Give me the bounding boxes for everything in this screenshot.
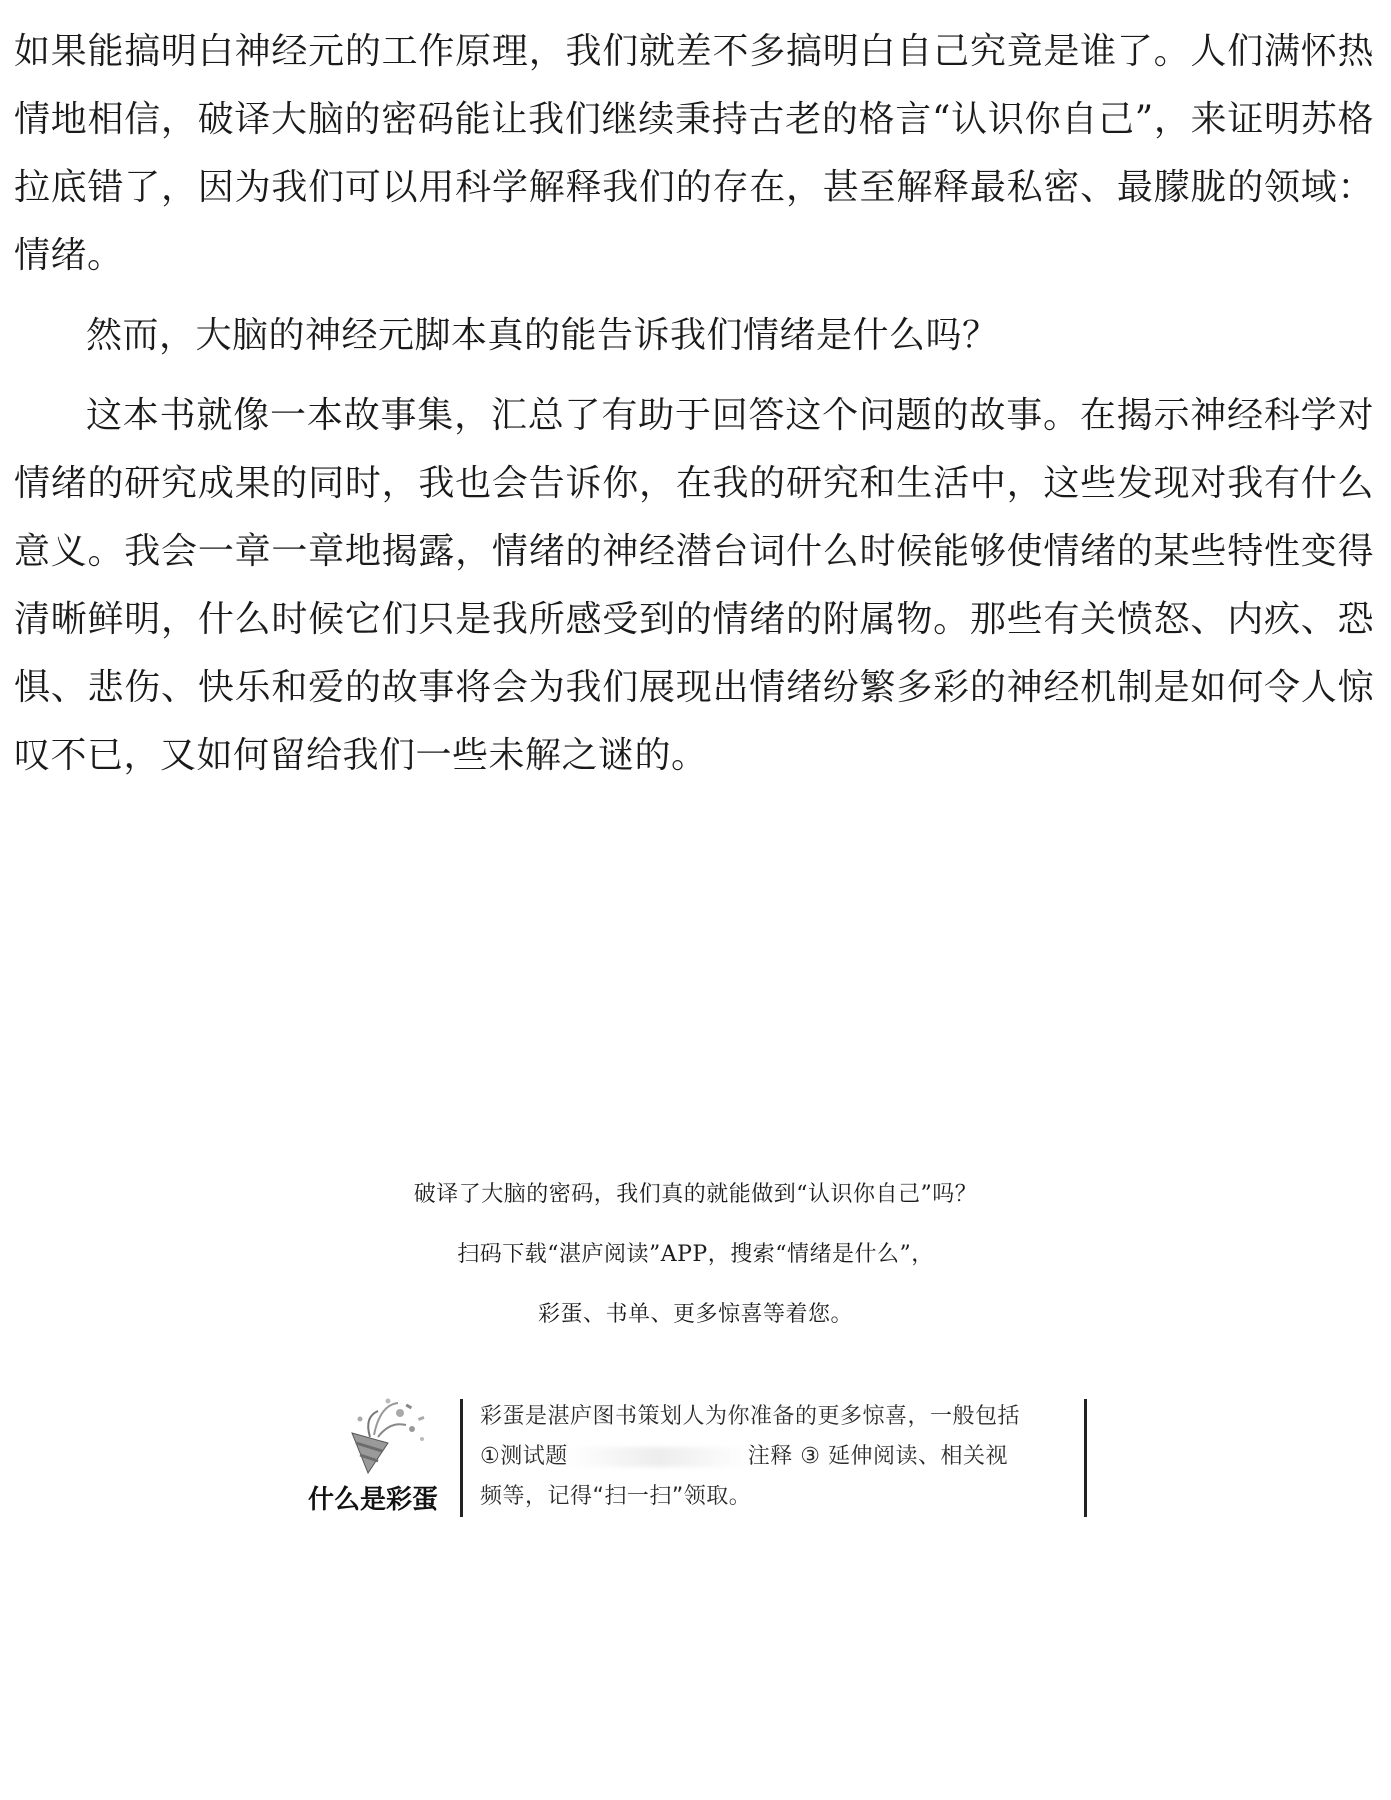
main-text	[14, 18, 1374, 802]
promo-question: 破译了大脑的密码，我们真的就能做到“认识你自己”吗？	[413, 1182, 978, 1207]
paragraph-3: 这本书就像一本故事集，汇总了有助于回答这个问题的故事。在揭示神经科学对情绪的研究成果的同时，我也会告诉你，在我的研究和生活中，这些发现对我有什么意义。我会一章一章地揭露，情绪的神经潜台词什么时候能够使情绪的某些特性变得清晰鲜明，什么时候它们只是我所感受到的情绪的附属物。那些有关愤怒、内疚、恐惧、悲伤、快乐和爱的故事将会为我们展现出情绪纷繁多彩的神经机制是如何令人惊叹不已，又如何留给我们一些未解之谜的。	[14, 395, 1374, 776]
party-popper-icon	[330, 1395, 450, 1475]
paragraph-2: 然而，大脑的神经元脚本真的能告诉我们情绪是什么吗？	[86, 315, 999, 356]
promo-download: 扫码下载“湛庐阅读”APP，搜索“情绪是什么”，	[457, 1242, 934, 1267]
desc-line-2-end: 注释 ③ 延伸阅读、相关视	[747, 1444, 1008, 1469]
divider-left	[460, 1399, 463, 1517]
blurred-region	[568, 1447, 748, 1467]
desc-line-2	[480, 1437, 1070, 1477]
promo-section	[0, 1182, 1391, 1362]
easter-egg-description	[480, 1397, 1070, 1517]
easter-egg-box	[290, 1395, 1090, 1519]
paragraph-1: 如果能搞明白神经元的工作原理，我们就差不多搞明白自己究竟是谁了。人们满怀热情地相信，破译大脑的密码能让我们继续秉持古老的格言“认识你自己”，来证明苏格拉底错了，因为我们可以用科学解释我们的存在，甚至解释最私密、最朦胧的领域：情绪。	[14, 31, 1374, 276]
divider-right	[1084, 1399, 1087, 1517]
desc-line-2-start: ①测试题	[480, 1444, 568, 1469]
desc-line-3: 频等，记得“扫一扫”领取。	[480, 1484, 752, 1509]
desc-line-1: 彩蛋是湛庐图书策划人为你准备的更多惊喜，一般包括	[480, 1404, 1021, 1429]
easter-egg-title: 什么是彩蛋	[307, 1485, 438, 1515]
promo-surprise: 彩蛋、书单、更多惊喜等着您。	[537, 1302, 853, 1327]
